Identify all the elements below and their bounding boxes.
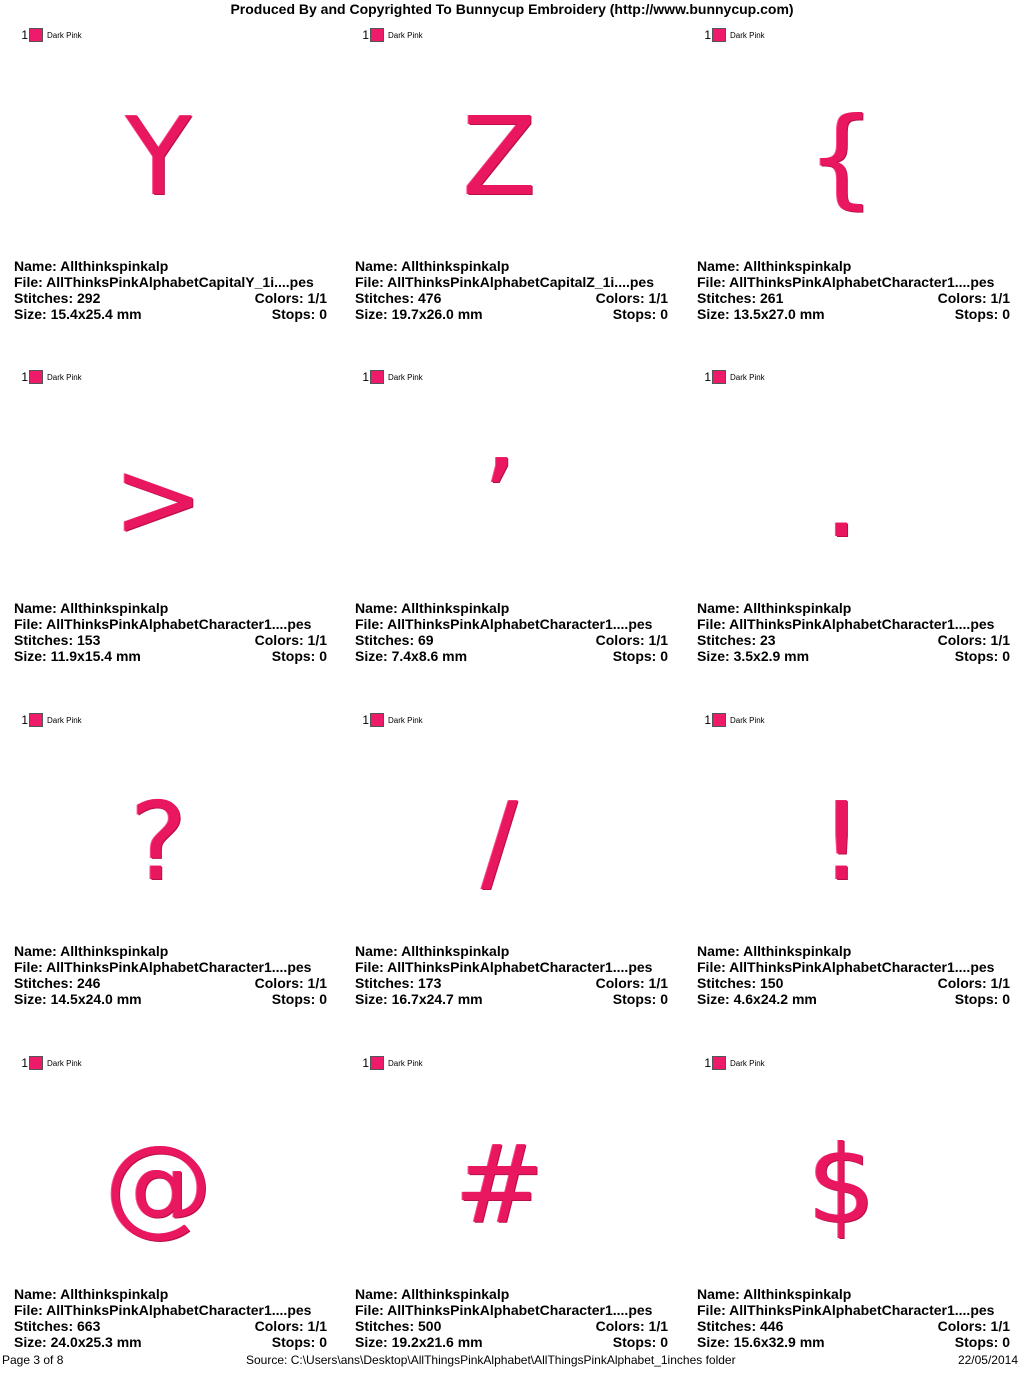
design-colors: Colors: 1/1: [937, 290, 1010, 306]
design-stitches: Stitches: 69: [355, 632, 434, 648]
design-info: [14, 258, 327, 322]
thread-legend: [361, 1056, 423, 1070]
thread-name: Dark Pink: [388, 1058, 423, 1068]
design-file: File: AllThinksPinkAlphabetCharacter1....pes: [355, 1302, 653, 1318]
embroidered-glyph: >: [113, 437, 204, 562]
design-stitches: Stitches: 476: [355, 290, 442, 306]
thread-legend: [703, 1056, 765, 1070]
thread-name: Dark Pink: [730, 1058, 765, 1068]
thread-legend: [361, 28, 423, 42]
thread-number: 1: [704, 28, 711, 42]
embroidered-glyph: Y: [125, 95, 192, 220]
design-info: [14, 943, 327, 1007]
design-colors: Colors: 1/1: [254, 1318, 327, 1334]
print-date: 22/05/2014: [957, 1353, 1018, 1367]
design-info: [697, 258, 1010, 322]
design-file: File: AllThinksPinkAlphabetCharacter1....pes: [14, 616, 312, 632]
design-size: Size: 15.6x32.9 mm: [697, 1334, 825, 1350]
design-card: [683, 707, 1024, 1049]
design-card: [341, 22, 682, 364]
design-stitches: Stitches: 500: [355, 1318, 442, 1334]
thread-color-swatch: [370, 1056, 384, 1070]
design-preview: [0, 58, 341, 258]
design-stops: Stops: 0: [271, 1334, 327, 1350]
design-preview: [683, 743, 1024, 943]
thread-color-swatch: [712, 370, 726, 384]
embroidered-glyph: !: [819, 780, 864, 905]
page-header: Produced By and Copyrighted To Bunnycup Embroidery (http://www.bunnycup.com): [230, 1, 794, 17]
thread-number: 1: [704, 713, 711, 727]
thread-name: Dark Pink: [47, 30, 82, 40]
design-card: [341, 707, 682, 1049]
design-info: [355, 943, 668, 1007]
embroidered-glyph: ?: [129, 780, 188, 905]
thread-number: 1: [362, 1056, 369, 1070]
embroidered-glyph: .: [824, 437, 859, 562]
thread-name: Dark Pink: [730, 372, 765, 382]
thread-number: 1: [21, 28, 28, 42]
design-card: [0, 22, 341, 364]
design-colors: Colors: 1/1: [254, 632, 327, 648]
design-preview: [341, 1086, 682, 1286]
design-stops: Stops: 0: [954, 648, 1010, 664]
thread-name: Dark Pink: [47, 715, 82, 725]
thread-legend: [20, 28, 82, 42]
design-stitches: Stitches: 173: [355, 975, 442, 991]
design-name: Name: Allthinkspinkalp: [355, 258, 510, 274]
design-stops: Stops: 0: [612, 306, 668, 322]
design-stitches: Stitches: 246: [14, 975, 101, 991]
design-file: File: AllThinksPinkAlphabetCharacter1....pes: [14, 1302, 312, 1318]
thread-name: Dark Pink: [47, 1058, 82, 1068]
design-colors: Colors: 1/1: [595, 290, 668, 306]
design-card: [683, 22, 1024, 364]
embroidered-glyph: Z: [462, 95, 537, 220]
design-info: [355, 258, 668, 322]
thread-number: 1: [362, 28, 369, 42]
design-name: Name: Allthinkspinkalp: [697, 258, 852, 274]
design-stops: Stops: 0: [954, 1334, 1010, 1350]
design-name: Name: Allthinkspinkalp: [14, 600, 169, 616]
design-name: Name: Allthinkspinkalp: [355, 943, 510, 959]
design-card: [341, 1050, 682, 1392]
design-size: Size: 15.4x25.4 mm: [14, 306, 142, 322]
design-card: [341, 364, 682, 706]
thread-name: Dark Pink: [730, 715, 765, 725]
thread-number: 1: [21, 1056, 28, 1070]
design-stops: Stops: 0: [271, 306, 327, 322]
embroidered-glyph: $: [807, 1123, 876, 1248]
design-info: [697, 600, 1010, 664]
design-preview: [341, 400, 682, 600]
thread-legend: [20, 370, 82, 384]
design-preview: [0, 1086, 341, 1286]
design-file: File: AllThinksPinkAlphabetCapitalY_1i....pes: [14, 274, 314, 290]
thread-legend: [20, 713, 82, 727]
design-name: Name: Allthinkspinkalp: [14, 258, 169, 274]
design-colors: Colors: 1/1: [254, 290, 327, 306]
design-info: [355, 1286, 668, 1350]
design-info: [14, 600, 327, 664]
design-name: Name: Allthinkspinkalp: [14, 943, 169, 959]
thread-name: Dark Pink: [388, 715, 423, 725]
thread-name: Dark Pink: [388, 30, 423, 40]
design-card: [683, 1050, 1024, 1392]
thread-number: 1: [362, 713, 369, 727]
design-colors: Colors: 1/1: [595, 975, 668, 991]
design-info: [355, 600, 668, 664]
design-file: File: AllThinksPinkAlphabetCharacter1....pes: [14, 959, 312, 975]
design-preview: [683, 1086, 1024, 1286]
design-stops: Stops: 0: [612, 991, 668, 1007]
design-colors: Colors: 1/1: [254, 975, 327, 991]
design-size: Size: 19.7x26.0 mm: [355, 306, 483, 322]
thread-number: 1: [704, 370, 711, 384]
thread-number: 1: [362, 370, 369, 384]
design-colors: Colors: 1/1: [937, 1318, 1010, 1334]
thread-color-swatch: [29, 1056, 43, 1070]
design-name: Name: Allthinkspinkalp: [14, 1286, 169, 1302]
design-name: Name: Allthinkspinkalp: [697, 943, 852, 959]
thread-name: Dark Pink: [47, 372, 82, 382]
design-preview: [0, 400, 341, 600]
design-stitches: Stitches: 292: [14, 290, 101, 306]
design-file: File: AllThinksPinkAlphabetCharacter1....pes: [697, 274, 995, 290]
thread-color-swatch: [29, 28, 43, 42]
design-size: Size: 13.5x27.0 mm: [697, 306, 825, 322]
embroidered-glyph: {: [807, 95, 876, 220]
source-path: Source: C:\Users\ans\Desktop\AllThingsPinkAlphabet\AllThingsPinkAlphabet_1inches folder: [246, 1353, 736, 1367]
design-stops: Stops: 0: [954, 991, 1010, 1007]
thread-legend: [703, 713, 765, 727]
thread-legend: [20, 1056, 82, 1070]
design-card: [0, 364, 341, 706]
design-info: [697, 943, 1010, 1007]
embroidered-glyph: #: [454, 1123, 545, 1248]
design-preview: [341, 743, 682, 943]
design-stitches: Stitches: 446: [697, 1318, 784, 1334]
design-name: Name: Allthinkspinkalp: [697, 600, 852, 616]
design-colors: Colors: 1/1: [595, 1318, 668, 1334]
thread-name: Dark Pink: [730, 30, 765, 40]
design-card: [683, 364, 1024, 706]
thread-color-swatch: [29, 713, 43, 727]
thread-legend: [703, 28, 765, 42]
thread-legend: [361, 713, 423, 727]
design-colors: Colors: 1/1: [595, 632, 668, 648]
design-info: [697, 1286, 1010, 1350]
design-preview: [683, 58, 1024, 258]
design-name: Name: Allthinkspinkalp: [697, 1286, 852, 1302]
design-file: File: AllThinksPinkAlphabetCharacter1....pes: [697, 616, 995, 632]
design-stitches: Stitches: 153: [14, 632, 101, 648]
design-name: Name: Allthinkspinkalp: [355, 600, 510, 616]
design-card: [0, 707, 341, 1049]
thread-color-swatch: [370, 28, 384, 42]
design-colors: Colors: 1/1: [937, 632, 1010, 648]
design-size: Size: 16.7x24.7 mm: [355, 991, 483, 1007]
embroidered-glyph: /: [481, 780, 518, 905]
design-size: Size: 4.6x24.2 mm: [697, 991, 817, 1007]
design-size: Size: 19.2x21.6 mm: [355, 1334, 483, 1350]
thread-legend: [703, 370, 765, 384]
thread-color-swatch: [29, 370, 43, 384]
design-size: Size: 24.0x25.3 mm: [14, 1334, 142, 1350]
design-stops: Stops: 0: [271, 991, 327, 1007]
embroidered-glyph: ’: [482, 437, 517, 562]
design-name: Name: Allthinkspinkalp: [355, 1286, 510, 1302]
design-file: File: AllThinksPinkAlphabetCharacter1....pes: [355, 616, 653, 632]
design-size: Size: 14.5x24.0 mm: [14, 991, 142, 1007]
thread-color-swatch: [370, 370, 384, 384]
thread-color-swatch: [370, 713, 384, 727]
design-stops: Stops: 0: [954, 306, 1010, 322]
design-stitches: Stitches: 150: [697, 975, 784, 991]
design-file: File: AllThinksPinkAlphabetCapitalZ_1i....pes: [355, 274, 654, 290]
thread-name: Dark Pink: [388, 372, 423, 382]
page-footer: [0, 1353, 1024, 1369]
design-info: [14, 1286, 327, 1350]
thread-number: 1: [21, 713, 28, 727]
thread-legend: [361, 370, 423, 384]
design-stops: Stops: 0: [271, 648, 327, 664]
page-number: Page 3 of 8: [2, 1353, 64, 1367]
design-stops: Stops: 0: [612, 648, 668, 664]
thread-number: 1: [704, 1056, 711, 1070]
design-colors: Colors: 1/1: [937, 975, 1010, 991]
thread-color-swatch: [712, 28, 726, 42]
design-stops: Stops: 0: [612, 1334, 668, 1350]
design-stitches: Stitches: 663: [14, 1318, 101, 1334]
design-size: Size: 7.4x8.6 mm: [355, 648, 468, 664]
thread-number: 1: [21, 370, 28, 384]
design-stitches: Stitches: 23: [697, 632, 776, 648]
embroidered-glyph: @: [104, 1123, 213, 1248]
design-file: File: AllThinksPinkAlphabetCharacter1....pes: [355, 959, 653, 975]
design-preview: [683, 400, 1024, 600]
design-preview: [341, 58, 682, 258]
design-card: [0, 1050, 341, 1392]
design-file: File: AllThinksPinkAlphabetCharacter1....pes: [697, 959, 995, 975]
design-file: File: AllThinksPinkAlphabetCharacter1....pes: [697, 1302, 995, 1318]
design-preview: [0, 743, 341, 943]
design-size: Size: 3.5x2.9 mm: [697, 648, 810, 664]
design-size: Size: 11.9x15.4 mm: [14, 648, 141, 664]
thread-color-swatch: [712, 1056, 726, 1070]
thread-color-swatch: [712, 713, 726, 727]
design-stitches: Stitches: 261: [697, 290, 784, 306]
